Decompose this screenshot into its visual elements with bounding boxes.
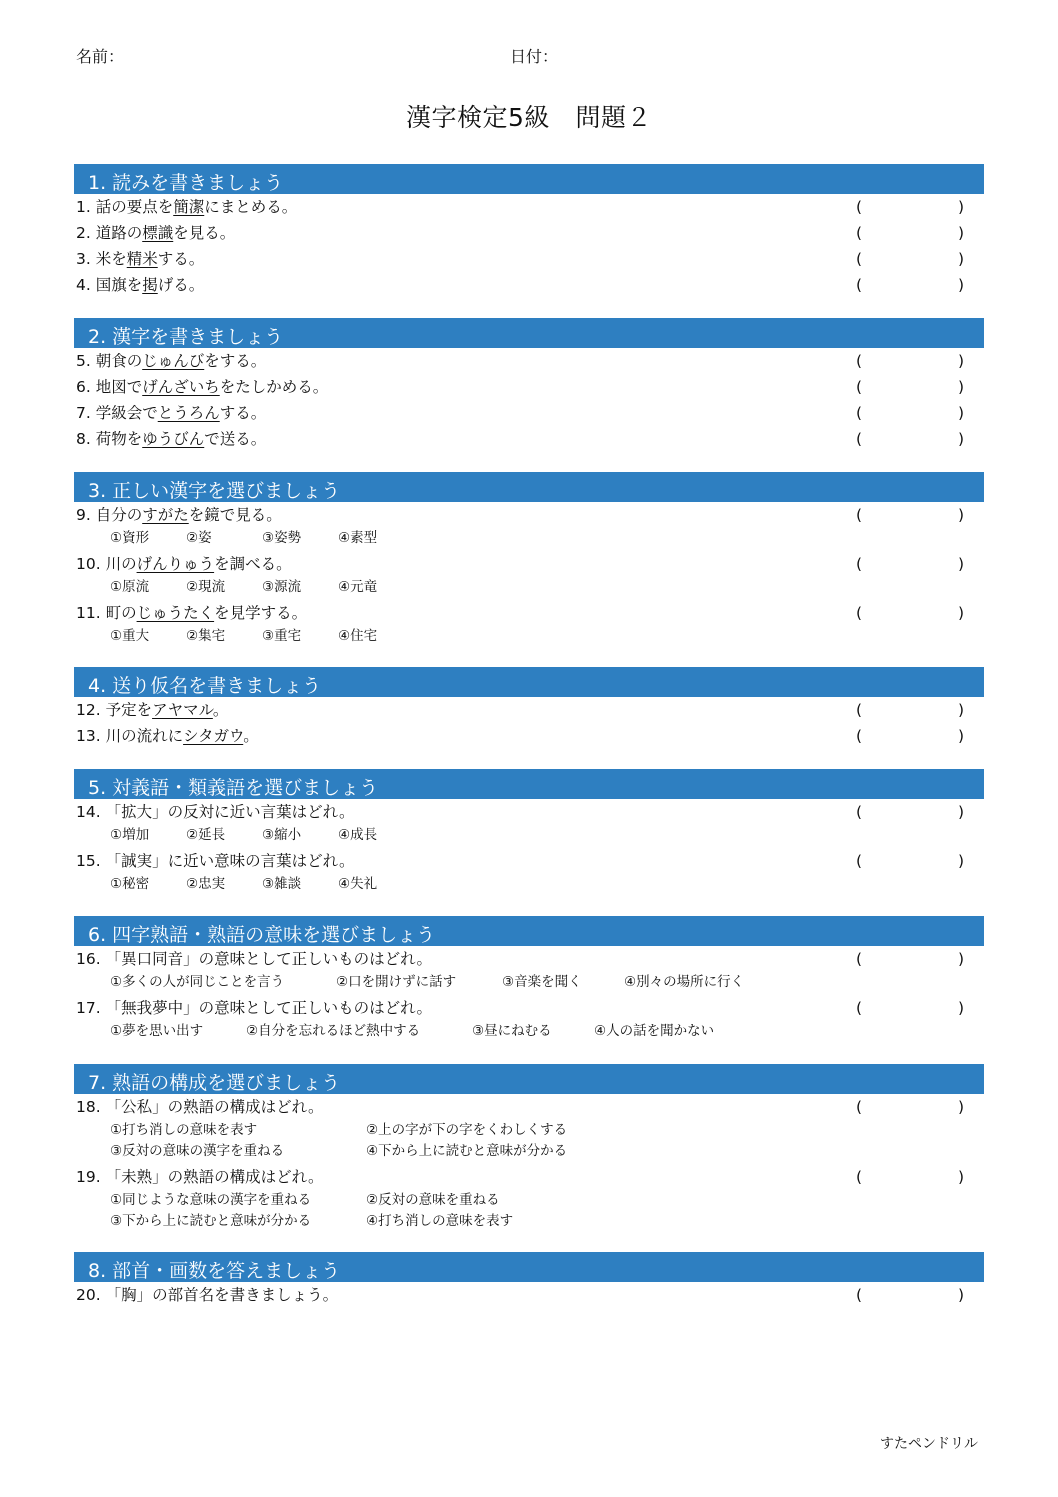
choice-option: ②口を開けずに話す	[336, 974, 457, 990]
question-item	[74, 502, 984, 551]
answer-close-paren: )	[958, 999, 965, 1017]
target-word: 掲	[142, 276, 158, 294]
answer-close-paren: )	[958, 224, 965, 242]
choice-option: ④別々の場所に行く	[624, 974, 745, 990]
question-text	[74, 502, 984, 528]
question-fragment: で送る。	[204, 430, 267, 448]
question-text	[74, 600, 984, 626]
target-word: シタガウ	[183, 727, 244, 745]
choice-row	[74, 972, 984, 993]
question-text	[74, 400, 984, 426]
question-fragment: にまとめる。	[204, 198, 298, 216]
question-item	[74, 194, 984, 220]
answer-open-paren: (	[856, 198, 863, 216]
section-heading: 1. 読みを書きましょう	[74, 164, 984, 194]
question-fragment: 6. 地図で	[76, 378, 143, 396]
target-word: じゅんび	[142, 352, 205, 370]
question-fragment: 1. 話の要点を	[76, 198, 174, 216]
question-item	[74, 551, 984, 600]
choice-option: ③縮小	[262, 827, 302, 843]
question-fragment: する。	[157, 250, 205, 268]
question-text	[74, 995, 984, 1021]
question-text	[74, 848, 984, 874]
section-4	[74, 667, 984, 749]
section-2	[74, 318, 984, 452]
question-fragment: 12. 予定を	[76, 701, 153, 719]
question-text	[74, 946, 984, 972]
question-text	[74, 220, 984, 246]
choice-option: ④人の話を聞かない	[594, 1023, 715, 1039]
choice-option: ③姿勢	[262, 530, 302, 546]
question-item	[74, 1094, 984, 1164]
question-item	[74, 426, 984, 452]
answer-close-paren: )	[958, 701, 965, 719]
question-text	[74, 551, 984, 577]
choice-option: ④住宅	[338, 628, 378, 644]
choice-row	[74, 1211, 984, 1232]
question-fragment: 4. 国旗を	[76, 276, 143, 294]
question-text	[74, 1164, 984, 1190]
answer-close-paren: )	[958, 727, 965, 745]
question-item	[74, 723, 984, 749]
question-fragment: 16. 「異口同音」の意味として正しいものはどれ。	[76, 950, 433, 968]
question-fragment: 19. 「未熟」の熟語の構成はどれ。	[76, 1168, 324, 1186]
answer-close-paren: )	[958, 1098, 965, 1116]
choice-option: ①重大	[110, 628, 150, 644]
choice-option: ③音楽を聞く	[502, 974, 582, 990]
question-fragment: 。	[212, 701, 229, 719]
question-item	[74, 799, 984, 848]
section-heading: 8. 部首・画数を答えましょう	[74, 1252, 984, 1282]
question-item	[74, 946, 984, 995]
target-word: 標識	[142, 224, 174, 242]
choice-row	[74, 1120, 984, 1141]
choice-option: ②自分を忘れるほど熱中する	[246, 1023, 421, 1039]
choice-row	[74, 825, 984, 846]
target-word: 簡潔	[173, 198, 205, 216]
target-word: すがた	[142, 506, 189, 524]
question-fragment: を見る。	[173, 224, 236, 242]
question-fragment: を鏡で見る。	[188, 506, 282, 524]
section-heading: 7. 熟語の構成を選びましょう	[74, 1064, 984, 1094]
answer-open-paren: (	[856, 727, 863, 745]
answer-close-paren: )	[958, 803, 965, 821]
answer-close-paren: )	[958, 250, 965, 268]
choice-row	[74, 528, 984, 549]
section-7	[74, 1064, 984, 1234]
choice-row	[74, 577, 984, 598]
question-fragment: 20. 「胸」の部首名を書きましょう。	[76, 1286, 339, 1304]
target-word: じゅうたく	[136, 604, 215, 622]
target-word: げんりゅう	[136, 555, 215, 573]
question-fragment: げる。	[157, 276, 205, 294]
question-fragment: 5. 朝食の	[76, 352, 143, 370]
answer-open-paren: (	[856, 1286, 863, 1304]
choice-option: ②姿	[186, 530, 212, 546]
question-text	[74, 723, 984, 749]
question-text	[74, 1282, 984, 1308]
answer-open-paren: (	[856, 378, 863, 396]
choice-option: ①同じような意味の漢字を重ねる	[110, 1192, 312, 1208]
answer-open-paren: (	[856, 506, 863, 524]
question-item	[74, 848, 984, 897]
question-item	[74, 1164, 984, 1234]
target-word: げんざいち	[142, 378, 220, 396]
answer-open-paren: (	[856, 701, 863, 719]
question-fragment: 7. 学級会で	[76, 404, 158, 422]
question-text	[74, 799, 984, 825]
question-fragment: 2. 道路の	[76, 224, 143, 242]
answer-close-paren: )	[958, 430, 965, 448]
section-heading: 4. 送り仮名を書きましょう	[74, 667, 984, 697]
question-item	[74, 246, 984, 272]
question-fragment: する。	[219, 404, 267, 422]
choice-option: ①多くの人が同じことを言う	[110, 974, 285, 990]
section-1	[74, 164, 984, 298]
question-text	[74, 426, 984, 452]
choice-option: ②延長	[186, 827, 226, 843]
footer-brand: すたペンドリル	[880, 1436, 978, 1452]
answer-open-paren: (	[856, 404, 863, 422]
answer-close-paren: )	[958, 506, 965, 524]
question-fragment: をする。	[204, 352, 267, 370]
question-fragment: 18. 「公私」の熟語の構成はどれ。	[76, 1098, 324, 1116]
choice-option: ③昼にねむる	[472, 1023, 552, 1039]
choice-option: ④元竜	[338, 579, 378, 595]
answer-open-paren: (	[856, 276, 863, 294]
question-item	[74, 220, 984, 246]
choice-option: ③雑談	[262, 876, 302, 892]
question-item	[74, 400, 984, 426]
question-text	[74, 272, 984, 298]
choice-row	[74, 626, 984, 647]
answer-open-paren: (	[856, 352, 863, 370]
answer-open-paren: (	[856, 852, 863, 870]
section-heading: 2. 漢字を書きましょう	[74, 318, 984, 348]
choice-option: ①秘密	[110, 876, 150, 892]
question-fragment: 3. 米を	[76, 250, 127, 268]
section-6	[74, 916, 984, 1044]
choice-row	[74, 1021, 984, 1042]
choice-option: ①打ち消しの意味を表す	[110, 1122, 258, 1138]
question-fragment: 10. 川の	[76, 555, 137, 573]
choice-option: ①原流	[110, 579, 150, 595]
target-word: とうろん	[157, 404, 220, 422]
question-item	[74, 1282, 984, 1308]
section-3	[74, 472, 984, 649]
answer-close-paren: )	[958, 378, 965, 396]
answer-close-paren: )	[958, 852, 965, 870]
question-text	[74, 246, 984, 272]
answer-close-paren: )	[958, 198, 965, 216]
answer-close-paren: )	[958, 1168, 965, 1186]
section-heading: 3. 正しい漢字を選びましょう	[74, 472, 984, 502]
target-word: 精米	[126, 250, 158, 268]
answer-close-paren: )	[958, 276, 965, 294]
question-item	[74, 374, 984, 400]
question-text	[74, 194, 984, 220]
date-label: 日付：	[510, 47, 559, 66]
choice-option: ①資形	[110, 530, 150, 546]
question-text	[74, 348, 984, 374]
target-word: アヤマル	[152, 701, 213, 719]
answer-open-paren: (	[856, 224, 863, 242]
answer-open-paren: (	[856, 803, 863, 821]
question-item	[74, 272, 984, 298]
choice-option: ③下から上に読むと意味が分かる	[110, 1213, 312, 1229]
answer-close-paren: )	[958, 555, 965, 573]
question-fragment: 17. 「無我夢中」の意味として正しいものはどれ。	[76, 999, 433, 1017]
choice-row	[74, 874, 984, 895]
answer-open-paren: (	[856, 999, 863, 1017]
question-item	[74, 995, 984, 1044]
answer-close-paren: )	[958, 1286, 965, 1304]
answer-open-paren: (	[856, 950, 863, 968]
answer-open-paren: (	[856, 1098, 863, 1116]
question-fragment: 15. 「誠実」に近い意味の言葉はどれ。	[76, 852, 355, 870]
page-title: 漢字検定5級 問題２	[406, 103, 652, 132]
question-fragment: をたしかめる。	[219, 378, 329, 396]
choice-option: ④失礼	[338, 876, 378, 892]
choice-option: ②忠実	[186, 876, 226, 892]
choice-option: ①夢を思い出す	[110, 1023, 204, 1039]
choice-option: ④下から上に読むと意味が分かる	[366, 1143, 568, 1159]
question-fragment: 13. 川の流れに	[76, 727, 184, 745]
question-fragment: を調べる。	[214, 555, 292, 573]
question-fragment: 11. 町の	[76, 604, 137, 622]
section-8	[74, 1252, 984, 1308]
answer-close-paren: )	[958, 604, 965, 622]
choice-option: ④素型	[338, 530, 378, 546]
target-word: ゆうびん	[142, 430, 205, 448]
choice-option: ③重宅	[262, 628, 302, 644]
answer-open-paren: (	[856, 1168, 863, 1186]
section-5	[74, 769, 984, 897]
choice-option: ③反対の意味の漢字を重ねる	[110, 1143, 285, 1159]
choice-option: ②反対の意味を重ねる	[366, 1192, 500, 1208]
choice-option: ②上の字が下の字をくわしくする	[366, 1122, 568, 1138]
answer-close-paren: )	[958, 950, 965, 968]
question-item	[74, 600, 984, 649]
answer-open-paren: (	[856, 430, 863, 448]
question-text	[74, 1094, 984, 1120]
choice-option: ③源流	[262, 579, 302, 595]
question-fragment: 。	[243, 727, 259, 745]
choice-row	[74, 1190, 984, 1211]
section-heading: 5. 対義語・類義語を選びましょう	[74, 769, 984, 799]
choice-option: ②集宅	[186, 628, 226, 644]
name-label: 名前：	[76, 47, 125, 66]
question-text	[74, 697, 984, 723]
question-item	[74, 348, 984, 374]
answer-open-paren: (	[856, 250, 863, 268]
choice-option: ④成長	[338, 827, 378, 843]
question-text	[74, 374, 984, 400]
choice-option: ④打ち消しの意味を表す	[366, 1213, 514, 1229]
question-fragment: 9. 自分の	[76, 506, 143, 524]
answer-open-paren: (	[856, 604, 863, 622]
choice-option: ②現流	[186, 579, 226, 595]
choice-option: ①増加	[110, 827, 150, 843]
question-fragment: 14. 「拡大」の反対に近い言葉はどれ。	[76, 803, 355, 821]
answer-close-paren: )	[958, 404, 965, 422]
question-item	[74, 697, 984, 723]
choice-row	[74, 1141, 984, 1162]
question-fragment: を見学する。	[214, 604, 308, 622]
answer-open-paren: (	[856, 555, 863, 573]
answer-close-paren: )	[958, 352, 965, 370]
question-fragment: 8. 荷物を	[76, 430, 143, 448]
section-heading: 6. 四字熟語・熟語の意味を選びましょう	[74, 916, 984, 946]
